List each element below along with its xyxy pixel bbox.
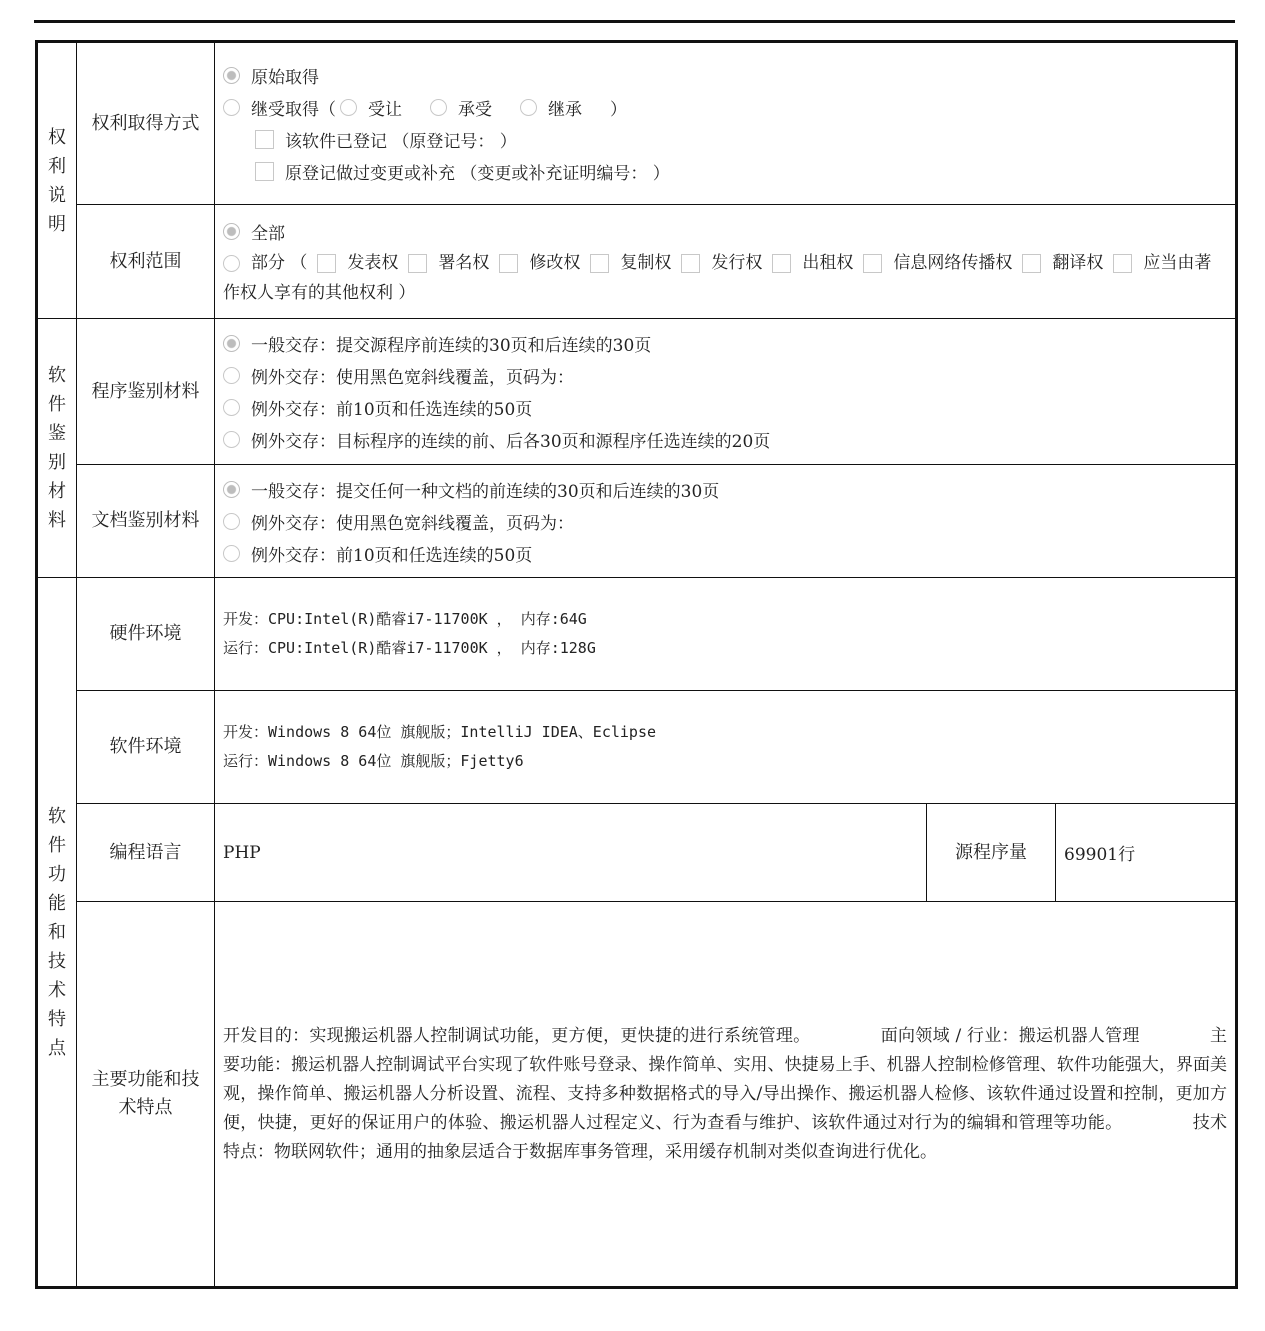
radio-partial[interactable] xyxy=(223,255,240,272)
inherited-label: 继受取得 xyxy=(251,100,319,120)
checkbox-changed[interactable] xyxy=(255,162,274,181)
language-value: PHP xyxy=(215,804,927,902)
checkbox-network[interactable] xyxy=(863,254,882,273)
scope-label: 权利范围 xyxy=(77,205,215,319)
features-main: 主要功能：搬运机器人控制调试平台实现了软件账号登录、操作简单、实用、快捷易上手、机器人控制检修管理、软件功能强大，界面美观，操作简单、搬运机器人分析设置、流程、支持多种数据格式的导入/导出操作、搬运机器人检修、该软件通过设置和控制，更加方便，快捷，更好的保证用户的体验、搬运机器人过程定义、行为查看与维护、该软件通过对行为的编辑和管理等功能。 xyxy=(223,1025,1227,1133)
hardware-label: 硬件环境 xyxy=(77,578,215,691)
software-label: 软件环境 xyxy=(77,691,215,804)
section-identification-label: 软 件 鉴 别 材 料 xyxy=(37,319,77,578)
program-material-label: 程序鉴别材料 xyxy=(77,319,215,465)
row-features xyxy=(37,902,1237,1288)
features-tech: 技术特点：物联网软件；通用的抽象层适合于数据库事务管理，采用缓存机制对类似查询进行优化。 xyxy=(223,1112,1227,1162)
registration-form-table xyxy=(35,40,1238,1289)
changed-label: 原登记做过变更或补充 （变更或补充证明编号： ） xyxy=(285,164,670,184)
radio-original[interactable] xyxy=(223,67,240,84)
radio-document-exception-first10[interactable] xyxy=(223,545,240,562)
document-material-options: 一般交存：提交任何一种文档的前连续的30页和后连续的30页 例外交存：使用黑色宽斜线覆盖，页码为： 例外交存：前10页和任选连续的50页 xyxy=(215,465,1237,578)
hardware-dev: 开发：CPU:Intel(R)酷睿i7-11700K ， 内存:64G xyxy=(223,610,587,628)
top-rule xyxy=(34,20,1235,23)
radio-document-exception-cover[interactable] xyxy=(223,513,240,530)
language-label: 编程语言 xyxy=(77,804,215,902)
checkbox-publish[interactable] xyxy=(317,254,336,273)
hardware-run: 运行：CPU:Intel(R)酷睿i7-11700K ， 内存:128G xyxy=(223,639,596,657)
row-hardware xyxy=(37,578,1237,691)
radio-all[interactable] xyxy=(223,223,240,240)
source-amount-value: 69901行 xyxy=(1056,804,1237,902)
transfer-label: 受让 xyxy=(368,100,402,120)
radio-program-exception-object[interactable] xyxy=(223,431,240,448)
radio-transfer[interactable] xyxy=(340,99,357,116)
radio-program-general[interactable] xyxy=(223,335,240,352)
original-label: 原始取得 xyxy=(251,68,319,88)
all-label: 全部 xyxy=(251,224,285,244)
features-purpose: 开发目的：实现搬运机器人控制调试功能，更方便，更快捷的进行系统管理。 xyxy=(223,1025,811,1046)
program-material-options: 一般交存：提交源程序前连续的30页和后连续的30页 例外交存：使用黑色宽斜线覆盖，页码为： 例外交存：前10页和任选连续的50页 例外交存：目标程序的连续的前、后各30页和源程序任选连续的20页 xyxy=(215,319,1237,465)
checkbox-distribute[interactable] xyxy=(681,254,700,273)
checkbox-copy[interactable] xyxy=(590,254,609,273)
row-document-material xyxy=(37,465,1237,578)
features-paragraph xyxy=(223,1022,1227,1167)
partial-label: 部分 xyxy=(251,252,285,273)
row-scope xyxy=(37,205,1237,319)
radio-program-exception-first10[interactable] xyxy=(223,399,240,416)
software-run: 运行：Windows 8 64位 旗舰版；Fjetty6 xyxy=(223,752,524,770)
radio-assume[interactable] xyxy=(430,99,447,116)
row-program-material xyxy=(37,319,1237,465)
inherit-label: 继承 xyxy=(548,100,582,120)
software-value xyxy=(215,691,1237,804)
checkbox-attribution[interactable] xyxy=(408,254,427,273)
row-software xyxy=(37,691,1237,804)
features-value xyxy=(215,902,1237,1288)
features-domain: 面向领域 / 行业：搬运机器人管理 xyxy=(880,1025,1140,1046)
scope-options: 全部 部分 （ 发表权 署名权 修改权 复制权 发行权 出租权 信息网络传播权 翻译权 应当由著作权人享有的其他权利 ） xyxy=(215,205,1237,319)
checkbox-rent[interactable] xyxy=(772,254,791,273)
section-rights-label: 权 利 说 明 xyxy=(37,42,77,319)
registered-label: 该软件已登记 （原登记号： ） xyxy=(285,132,517,152)
document-material-label: 文档鉴别材料 xyxy=(77,465,215,578)
radio-document-general[interactable] xyxy=(223,481,240,498)
radio-program-exception-cover[interactable] xyxy=(223,367,240,384)
acquisition-label: 权利取得方式 xyxy=(77,42,215,205)
checkbox-modify[interactable] xyxy=(499,254,518,273)
features-label: 主要功能和技术特点 xyxy=(77,902,215,1288)
radio-inherit[interactable] xyxy=(520,99,537,116)
row-acquisition xyxy=(37,42,1237,205)
assume-label: 承受 xyxy=(458,100,492,120)
acquisition-options: 原始取得 继受取得 （ 受让 承受 继承 ） 该软件已登记 （原登记号： ） 原登记做过变更或补充 （变更或补充证明编号： ） xyxy=(215,42,1237,205)
checkbox-translate[interactable] xyxy=(1022,254,1041,273)
source-amount-label: 源程序量 xyxy=(927,804,1056,902)
software-dev: 开发：Windows 8 64位 旗舰版；IntelliJ IDEA、Eclipse xyxy=(223,723,657,741)
radio-inherited[interactable] xyxy=(223,99,240,116)
checkbox-other-rights[interactable] xyxy=(1113,254,1132,273)
checkbox-registered[interactable] xyxy=(255,130,274,149)
hardware-value xyxy=(215,578,1237,691)
section-function-label: 软 件 功 能 和 技 术 特 点 xyxy=(37,578,77,1288)
row-language xyxy=(37,804,1237,902)
